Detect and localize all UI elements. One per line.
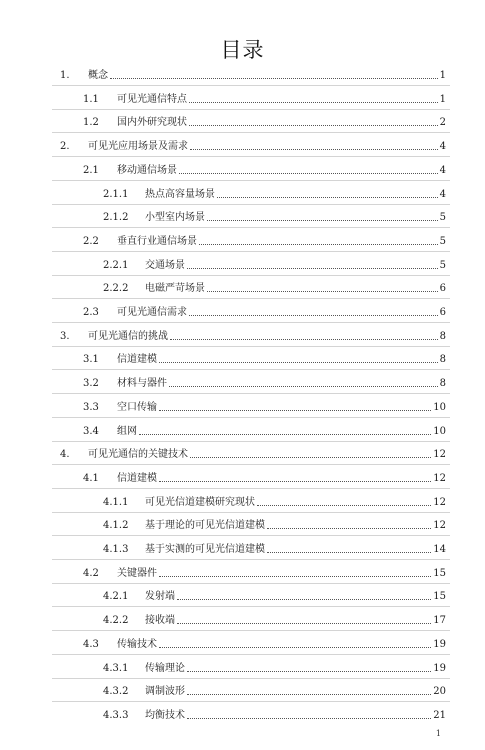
toc-entry-label: 交通场景 <box>145 259 185 271</box>
toc-entry-page: 12 <box>433 496 446 508</box>
toc-entry-number: 4. <box>60 449 70 461</box>
row-divider <box>52 654 450 655</box>
toc-entry-label: 热点高容量场景 <box>145 188 215 200</box>
dot-leader <box>179 173 438 174</box>
toc-entry-number: 3.3 <box>83 401 99 413</box>
dot-leader <box>207 291 438 292</box>
dot-leader <box>187 718 431 719</box>
toc-entry-label: 材料与器件 <box>117 378 167 390</box>
toc-entry-page: 21 <box>433 709 446 721</box>
dot-leader <box>187 671 431 672</box>
toc-entry-page: 8 <box>439 354 446 366</box>
toc-entry-number: 3.4 <box>83 425 99 437</box>
toc-entry-number: 2.3 <box>83 307 99 318</box>
toc-entry-number: 4.2.1 <box>103 591 129 603</box>
toc-entry-label: 发射端 <box>145 591 175 603</box>
row-divider <box>52 298 450 299</box>
toc-entry-page: 4 <box>439 188 446 200</box>
toc-entry-number: 4.3.1 <box>103 662 129 674</box>
toc-entry[interactable] <box>83 564 446 580</box>
toc-entry-number: 4.3 <box>83 638 99 650</box>
toc-entry-label: 信道建模 <box>117 472 157 484</box>
toc-entry-page: 10 <box>433 401 446 413</box>
dot-leader <box>190 149 438 150</box>
page-title: 目录 <box>220 38 265 62</box>
row-divider <box>52 512 450 513</box>
toc-entry-page: 5 <box>439 212 446 224</box>
toc-entry-label: 可见光通信需求 <box>117 307 187 318</box>
toc-entry-label: 可见光应用场景及需求 <box>88 141 188 153</box>
toc-entry-label: 均衡技术 <box>145 709 185 721</box>
toc-entry-number: 1. <box>60 70 70 81</box>
toc-entry[interactable] <box>103 587 446 603</box>
toc-entry-page: 12 <box>433 472 446 484</box>
toc-entry-page: 2 <box>439 117 446 129</box>
toc-entry[interactable] <box>103 279 446 295</box>
toc-entry-label: 概念 <box>88 70 108 81</box>
toc-entry[interactable] <box>83 161 446 177</box>
toc-entry-label: 组网 <box>117 425 137 437</box>
toc-entry-page: 1 <box>439 70 446 81</box>
toc-entry[interactable] <box>83 635 446 651</box>
toc-entry-label: 传输技术 <box>117 638 157 650</box>
toc-entry-number: 3.2 <box>83 378 99 390</box>
row-divider <box>52 583 450 584</box>
toc-entry[interactable] <box>83 469 446 485</box>
dot-leader <box>187 268 438 269</box>
toc-entry-number: 2.1 <box>83 164 99 176</box>
toc-entry-page: 17 <box>433 615 446 627</box>
toc-entry-page: 10 <box>433 425 446 437</box>
dot-leader <box>159 410 431 411</box>
toc-entry-page: 5 <box>439 259 446 271</box>
row-divider <box>52 275 450 276</box>
toc-entry-number: 2.2.1 <box>103 259 129 271</box>
toc-entry-number: 4.3.3 <box>103 709 129 721</box>
toc-entry-page: 12 <box>433 520 446 532</box>
toc-entry-page: 14 <box>433 544 446 555</box>
toc-entry[interactable] <box>83 232 446 248</box>
toc-entry[interactable] <box>83 303 446 319</box>
dot-leader <box>139 434 431 435</box>
toc-entry-number: 4.1.1 <box>103 496 129 508</box>
toc-entry-label: 可见光通信特点 <box>117 93 187 105</box>
toc-entry-label: 小型室内场景 <box>145 212 205 224</box>
dot-leader <box>267 552 431 553</box>
toc-entry-label: 接收端 <box>145 615 175 627</box>
toc-entry-label: 基于实测的可见光信道建模 <box>145 544 265 555</box>
toc-entry[interactable] <box>103 208 446 224</box>
toc-entry-page: 5 <box>439 235 446 247</box>
row-divider <box>52 630 450 631</box>
dot-leader <box>177 599 431 600</box>
toc-entry-label: 传输理论 <box>145 662 185 674</box>
toc-entry[interactable] <box>103 516 446 532</box>
row-divider <box>52 251 450 252</box>
toc-entry[interactable] <box>103 185 446 201</box>
dot-leader <box>217 197 438 198</box>
toc-entry-page: 19 <box>433 638 446 650</box>
toc-entry-page: 19 <box>433 662 446 674</box>
dot-leader <box>169 386 438 387</box>
toc-entry-page: 20 <box>433 686 446 698</box>
dot-leader <box>199 244 438 245</box>
toc-entry[interactable] <box>60 445 446 461</box>
toc-entry-number: 3.1 <box>83 354 99 366</box>
toc-entry-label: 可见光通信的挑战 <box>88 330 168 342</box>
row-divider <box>52 227 450 228</box>
toc-entry[interactable] <box>103 540 446 556</box>
toc-entry[interactable] <box>60 137 446 153</box>
toc-entry-page: 4 <box>439 164 446 176</box>
toc-entry-page: 15 <box>433 567 446 579</box>
dot-leader <box>189 125 438 126</box>
toc-entry[interactable] <box>83 113 446 129</box>
toc-entry-number: 2.2 <box>83 235 99 247</box>
dot-leader <box>190 457 431 458</box>
row-divider <box>52 322 450 323</box>
toc-entry[interactable] <box>83 90 446 106</box>
toc-entry[interactable] <box>103 493 446 509</box>
toc-entry-page: 1 <box>439 93 446 105</box>
dot-leader <box>159 362 438 363</box>
dot-leader <box>159 481 431 482</box>
dot-leader <box>187 694 431 695</box>
toc-entry-label: 空口传输 <box>117 401 157 413</box>
toc-entry-number: 2. <box>60 141 70 153</box>
toc-entry-label: 关键器件 <box>117 567 157 579</box>
dot-leader <box>189 315 438 316</box>
row-divider <box>52 464 450 465</box>
toc-entry-number: 2.1.2 <box>103 212 129 224</box>
toc-entry-number: 4.1.2 <box>103 520 129 532</box>
toc-entry-page: 15 <box>433 591 446 603</box>
toc-entry-label: 国内外研究现状 <box>117 117 187 129</box>
toc-entry-number: 1.2 <box>83 117 99 129</box>
toc-entry[interactable] <box>103 611 446 627</box>
dot-leader <box>159 647 431 648</box>
toc-entry-page: 6 <box>439 307 446 318</box>
toc-entry-number: 4.1 <box>83 472 99 484</box>
toc-entry[interactable] <box>103 682 446 698</box>
row-divider <box>52 678 450 679</box>
row-divider <box>52 488 450 489</box>
row-divider <box>52 369 450 370</box>
toc-entry-page: 8 <box>439 378 446 390</box>
toc-entry[interactable] <box>83 422 446 438</box>
row-divider <box>52 701 450 702</box>
dot-leader <box>189 102 438 103</box>
row-divider <box>52 109 450 110</box>
row-divider <box>52 132 450 133</box>
toc-entry[interactable] <box>60 327 446 343</box>
toc-entry[interactable] <box>103 706 446 722</box>
row-divider <box>52 441 450 442</box>
toc-entry[interactable] <box>60 66 446 82</box>
toc-entry-label: 基于理论的可见光信道建模 <box>145 520 265 532</box>
row-divider <box>52 393 450 394</box>
row-divider <box>52 85 450 86</box>
toc-entry[interactable] <box>83 350 446 366</box>
dot-leader <box>177 623 431 624</box>
row-divider <box>52 156 450 157</box>
toc-entry-number: 2.2.2 <box>103 283 129 295</box>
toc-entry[interactable] <box>83 374 446 390</box>
page-number: 1 <box>435 729 441 738</box>
toc-entry-number: 2.1.1 <box>103 188 129 200</box>
toc-entry-page: 8 <box>439 330 446 342</box>
toc-entry-page: 4 <box>439 141 446 153</box>
toc-entry-label: 电磁严苛场景 <box>145 283 205 295</box>
row-divider <box>52 204 450 205</box>
toc-entry-label: 移动通信场景 <box>117 164 177 176</box>
toc-entry-page: 6 <box>439 283 446 295</box>
toc-entry-number: 1.1 <box>83 93 99 105</box>
row-divider <box>52 346 450 347</box>
toc-entry-label: 调制波形 <box>145 686 185 698</box>
dot-leader <box>267 528 431 529</box>
dot-leader <box>170 339 438 340</box>
toc-entry-page: 12 <box>433 449 446 461</box>
row-divider <box>52 417 450 418</box>
toc-entry-number: 3. <box>60 330 70 342</box>
toc-entry-label: 可见光信道建模研究现状 <box>145 496 255 508</box>
dot-leader <box>257 505 431 506</box>
row-divider <box>52 606 450 607</box>
toc-entry-label: 信道建模 <box>117 354 157 366</box>
toc-entry[interactable] <box>103 659 446 675</box>
toc-entry-label: 垂直行业通信场景 <box>117 235 197 247</box>
toc-entry-number: 4.2 <box>83 567 99 579</box>
toc-entry-label: 可见光通信的关键技术 <box>88 449 188 461</box>
toc-entry-number: 4.3.2 <box>103 686 129 698</box>
toc-entry[interactable] <box>103 256 446 272</box>
toc-entry[interactable] <box>83 398 446 414</box>
row-divider <box>52 535 450 536</box>
row-divider <box>52 180 450 181</box>
dot-leader <box>159 576 431 577</box>
dot-leader <box>110 78 438 79</box>
dot-leader <box>207 220 438 221</box>
toc-entry-number: 4.1.3 <box>103 544 129 555</box>
toc-entry-number: 4.2.2 <box>103 615 129 627</box>
row-divider <box>52 559 450 560</box>
